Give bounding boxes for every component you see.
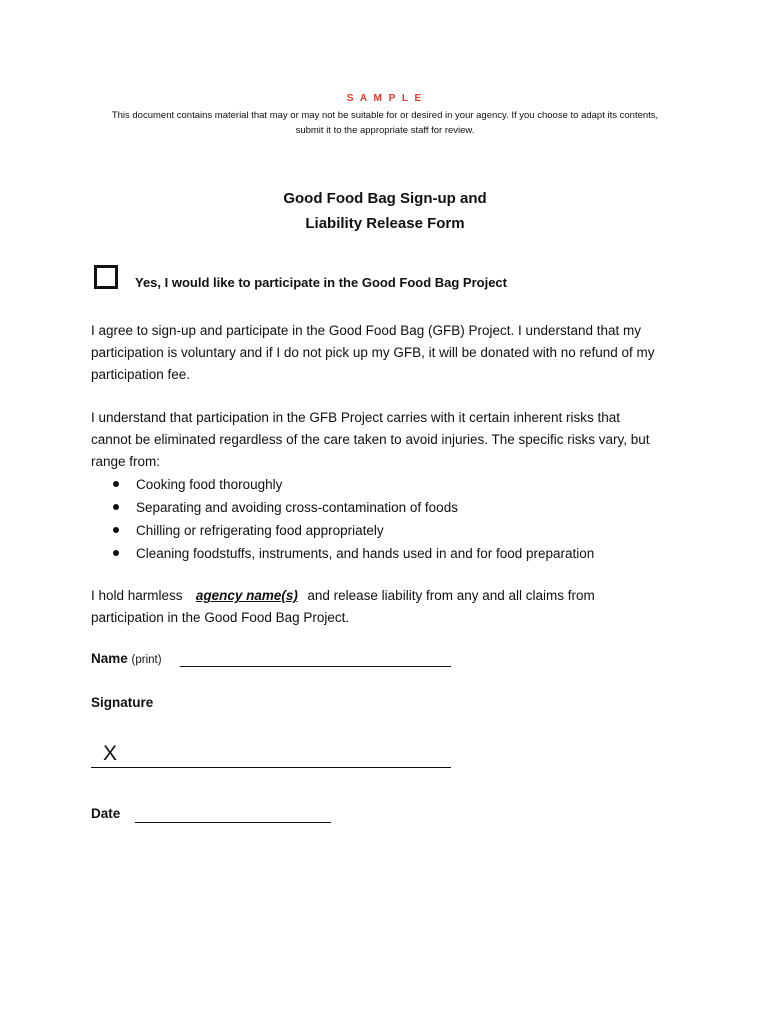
agreement-line: I agree to sign-up and participate in the Good Food Bag (GFB) Project. I understand that my [91, 323, 642, 338]
risk-list-item: Cleaning foodstuffs, instruments, and hands used in and for food preparation [109, 542, 669, 565]
agency-name-placeholder: agency name(s) [195, 588, 298, 603]
release-prefix: I hold harmless [91, 588, 183, 603]
agreement-line: participation is voluntary and if I do not pick up my GFB, it will be donated with no refund of my [91, 345, 655, 360]
date-input-line[interactable] [135, 822, 331, 823]
signature-field-label: Signature [91, 695, 154, 710]
release-line: participation in the Good Food Bag Project. [91, 610, 350, 625]
sample-watermark-label: S A M P L E [346, 93, 424, 104]
form-title-line: Liability Release Form [305, 215, 465, 232]
name-input-line[interactable] [180, 666, 451, 667]
risk-list-item: Cooking food thoroughly [109, 473, 669, 496]
risk-line: cannot be eliminated regardless of the care taken to avoid injuries. The specific risks vary, but [91, 432, 650, 447]
risk-list-item: Separating and avoiding cross-contamination of foods [109, 496, 669, 519]
risk-paragraph [91, 407, 691, 473]
release-paragraph [91, 585, 691, 629]
disclaimer-text [100, 108, 670, 138]
release-suffix: and release liability from any and all claims from [307, 588, 595, 603]
disclaimer-line: submit it to the appropriate staff for review. [295, 125, 475, 136]
name-print-hint: (print) [131, 654, 162, 666]
participate-checkbox-label: Yes, I would like to participate in the Good Food Bag Project [135, 275, 507, 290]
risk-list-item: Chilling or refrigerating food appropriately [109, 519, 669, 542]
risk-list [109, 473, 669, 565]
name-label-text: Name [91, 651, 128, 666]
form-title-line: Good Food Bag Sign-up and [283, 190, 487, 207]
risk-line: range from: [91, 454, 161, 469]
agreement-line: participation fee. [91, 367, 191, 382]
signature-x-mark: X [103, 742, 118, 765]
release-line [91, 585, 691, 607]
date-field-label: Date [91, 806, 121, 821]
participate-checkbox[interactable] [94, 265, 118, 289]
disclaimer-line: This document contains material that may or may not be suitable for or desired in your agency. If you choose to adapt its contents, [111, 110, 659, 121]
agreement-paragraph [91, 320, 691, 386]
form-title [0, 186, 770, 236]
signature-input-line[interactable] [91, 767, 451, 768]
risk-line: I understand that participation in the GFB Project carries with it certain inherent risks that [91, 410, 620, 425]
name-field-label [91, 651, 162, 666]
